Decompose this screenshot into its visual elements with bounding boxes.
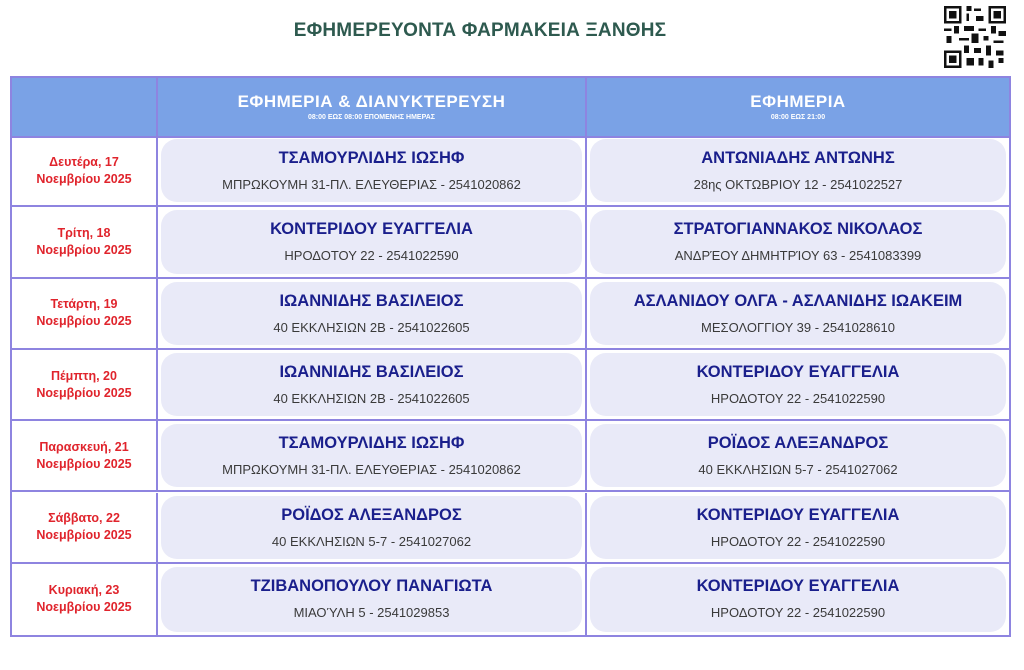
table-row [12, 350, 1009, 421]
pharmacy-name: ΤΖΙΒΑΝΟΠΟΥΛΟΥ ΠΑΝΑΓΙΩΤΑ [250, 576, 493, 595]
header-day-duty-hours: 08:00 ΕΩΣ 21:00 [770, 114, 826, 121]
date-cell [12, 350, 156, 419]
pharmacy-name: ΚΟΝΤΕΡΙΔΟΥ ΕΥΑΓΓΕΛΙΑ [696, 362, 900, 381]
header-night-duty-title: ΕΦΗΜΕΡΙΑ & ΔΙΑΝΥΚΤΕΡΕΥΣΗ [237, 92, 506, 111]
night-duty-cell [156, 136, 585, 205]
pharmacy-address: 28ης ΟΚΤΩΒΡΙΟΥ 12 - 2541022527 [693, 177, 903, 192]
table-row [12, 564, 1009, 635]
header-night-duty [156, 78, 585, 136]
pharmacy-schedule-table [10, 76, 1011, 637]
date-day: Δευτέρα, 17 [49, 154, 119, 169]
date-day: Κυριακή, 23 [48, 583, 120, 598]
pharmacy-name: ΑΝΤΩΝΙΑΔΗΣ ΑΝΤΩΝΗΣ [701, 149, 895, 167]
day-duty-cell [585, 136, 1009, 205]
date-month: Νοεμβρίου 2025 [36, 314, 132, 329]
pharmacy-address: 40 ΕΚΚΛΗΣΙΩΝ 5-7 - 2541027062 [698, 462, 898, 478]
date-cell [12, 421, 156, 490]
night-duty-cell [156, 421, 585, 490]
day-duty-cell [585, 421, 1009, 490]
date-day: Πέμπτη, 20 [51, 368, 117, 383]
table-row [12, 421, 1009, 492]
date-cell [12, 493, 156, 562]
pharmacy-name: ΑΣΛΑΝΙΔΟΥ ΟΛΓΑ - ΑΣΛΑΝΙΔΗΣ ΙΩΑΚΕΙΜ [633, 291, 963, 310]
night-duty-cell [156, 350, 585, 419]
pharmacy-address: ΜΙΑΟΎΛΗ 5 - 2541029853 [293, 604, 450, 620]
date-cell [12, 207, 156, 276]
table-row [12, 493, 1009, 564]
pharmacy-name: ΤΣΑΜΟΥΡΛΙΔΗΣ ΙΩΣΗΦ [278, 149, 465, 167]
pharmacy-address: ΜΠΡΩΚΟΥΜΗ 31-ΠΛ. ΕΛΕΥΘΕΡΙΑΣ - 2541020862 [222, 177, 521, 192]
table-row [12, 279, 1009, 350]
pharmacy-address: ΗΡΟΔΟΤΟΥ 22 - 2541022590 [710, 604, 886, 620]
day-duty-cell [585, 279, 1009, 348]
day-duty-cell [585, 564, 1009, 635]
date-month: Νοεμβρίου 2025 [36, 528, 132, 543]
qr-code-icon [944, 6, 1006, 68]
date-day: Τετάρτη, 19 [50, 297, 118, 312]
pharmacy-address: ΗΡΟΔΟΤΟΥ 22 - 2541022590 [284, 248, 459, 264]
page-title: ΕΦΗΜΕΡΕΥΟΝΤΑ ΦΑΡΜΑΚΕΙΑ ΞΑΝΘΗΣ [293, 20, 667, 41]
pharmacy-name: ΤΣΑΜΟΥΡΛΙΔΗΣ ΙΩΣΗΦ [278, 434, 465, 453]
day-duty-cell [585, 493, 1009, 562]
date-day: Σάββατο, 22 [48, 511, 120, 526]
header-day-duty [585, 78, 1009, 136]
pharmacy-name: ΡΟΪΔΟΣ ΑΛΕΞΑΝΔΡΟΣ [707, 434, 889, 453]
date-month: Νοεμβρίου 2025 [36, 600, 132, 615]
date-month: Νοεμβρίου 2025 [36, 242, 132, 257]
pharmacy-address: ΑΝΔΡΈΟΥ ΔΗΜΗΤΡΊΟΥ 63 - 2541083399 [674, 248, 922, 264]
table-row [12, 136, 1009, 207]
day-duty-cell [585, 207, 1009, 276]
pharmacy-address: 40 ΕΚΚΛΗΣΙΩΝ 2Β - 2541022605 [273, 319, 470, 335]
date-month: Νοεμβρίου 2025 [36, 385, 132, 400]
date-day: Τρίτη, 18 [57, 225, 111, 240]
pharmacy-name: ΣΤΡΑΤΟΓΙΑΝΝΑΚΟΣ ΝΙΚΟΛΑΟΣ [673, 220, 923, 239]
date-month: Νοεμβρίου 2025 [36, 171, 132, 186]
table-header [12, 78, 1009, 138]
header-night-duty-hours: 08:00 ΕΩΣ 08:00 ΕΠΟΜΕΝΗΣ ΗΜΕΡΑΣ [307, 114, 435, 121]
date-day: Παρασκευή, 21 [39, 439, 129, 454]
pharmacy-address: ΜΕΣΟΛΟΓΓΙΟΥ 39 - 2541028610 [701, 319, 895, 335]
pharmacy-name: ΡΟΪΔΟΣ ΑΛΕΞΑΝΔΡΟΣ [281, 505, 462, 524]
pharmacy-name: ΙΩΑΝΝΙΔΗΣ ΒΑΣΙΛΕΙΟΣ [279, 291, 464, 310]
pharmacy-name: ΚΟΝΤΕΡΙΔΟΥ ΕΥΑΓΓΕΛΙΑ [270, 220, 473, 239]
night-duty-cell [156, 207, 585, 276]
night-duty-cell [156, 279, 585, 348]
pharmacy-name: ΚΟΝΤΕΡΙΔΟΥ ΕΥΑΓΓΕΛΙΑ [696, 505, 900, 524]
pharmacy-name: ΙΩΑΝΝΙΔΗΣ ΒΑΣΙΛΕΙΟΣ [279, 362, 464, 381]
date-cell [12, 279, 156, 348]
date-month: Νοεμβρίου 2025 [36, 456, 132, 471]
night-duty-cell [156, 564, 585, 635]
pharmacy-address: ΗΡΟΔΟΤΟΥ 22 - 2541022590 [710, 390, 886, 406]
pharmacy-address: 40 ΕΚΚΛΗΣΙΩΝ 5-7 - 2541027062 [271, 533, 472, 549]
table-row [12, 207, 1009, 278]
pharmacy-address: ΗΡΟΔΟΤΟΥ 22 - 2541022590 [710, 533, 886, 549]
pharmacy-address: ΜΠΡΩΚΟΥΜΗ 31-ΠΛ. ΕΛΕΥΘΕΡΙΑΣ - 2541020862 [222, 462, 521, 478]
header-day-duty-title: ΕΦΗΜΕΡΙΑ [750, 92, 846, 111]
day-duty-cell [585, 350, 1009, 419]
date-cell [12, 136, 156, 205]
night-duty-cell [156, 493, 585, 562]
pharmacy-name: ΚΟΝΤΕΡΙΔΟΥ ΕΥΑΓΓΕΛΙΑ [696, 576, 900, 595]
date-cell [12, 564, 156, 635]
pharmacy-address: 40 ΕΚΚΛΗΣΙΩΝ 2Β - 2541022605 [273, 390, 470, 406]
